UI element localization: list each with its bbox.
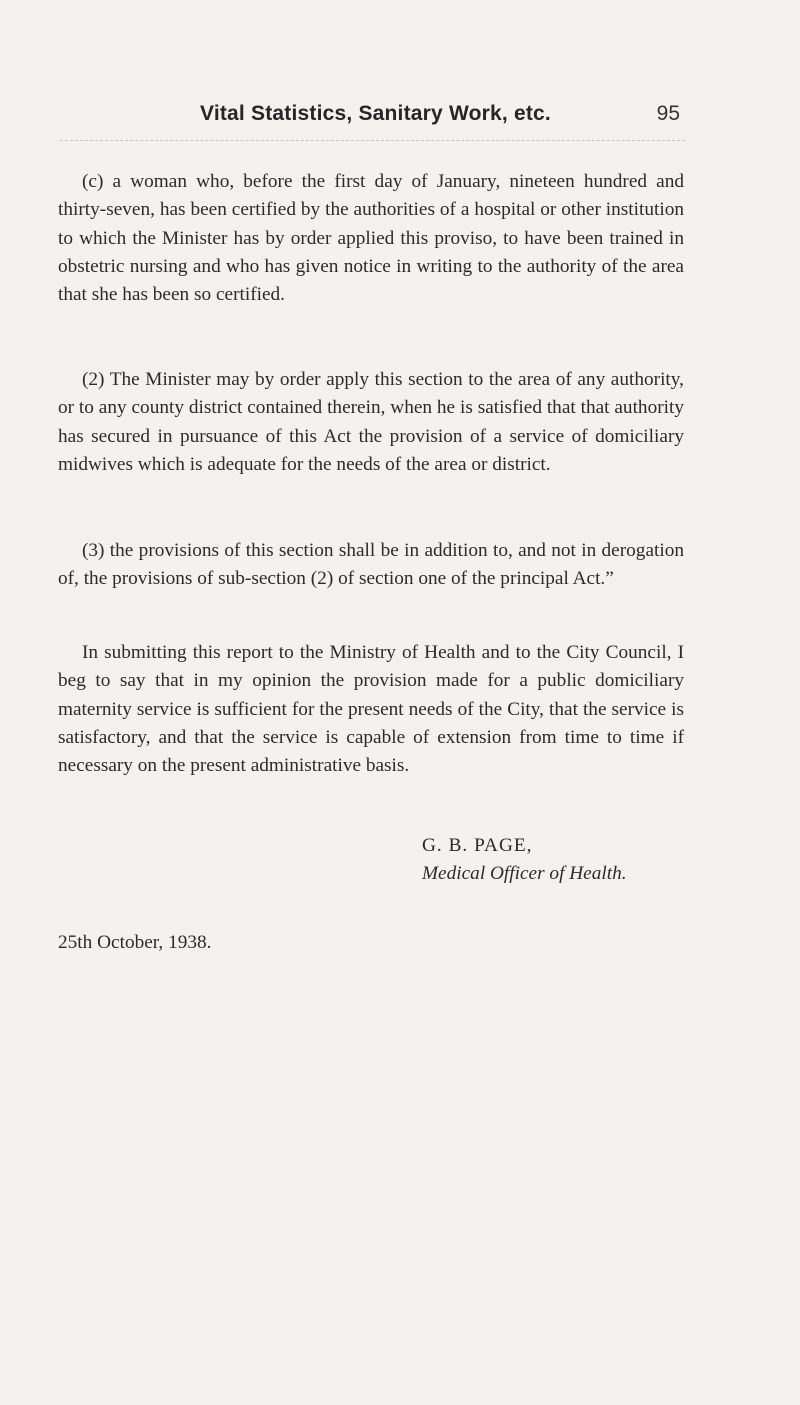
paragraph-2 bbox=[58, 366, 684, 479]
paragraph-c bbox=[58, 168, 684, 309]
closing-paragraph-text: In submitting this report to the Ministry of Health and to the City Council, I beg to say that in my opinion the provision made for a public domiciliary maternity service is sufficient for the present needs of the City, that the service is satisfactory, and that the service is capable of extension from time to time if necessary on the present administrative basis. bbox=[58, 642, 684, 777]
paragraph-2-text: (2) The Minister may by order apply this section to the area of any authority, or to any county district contained therein, when he is satisfied that that authority has secured in pursuance of this Act the provision of a service of domiciliary midwives which is adequate for the needs of the area or district. bbox=[58, 369, 684, 475]
closing-paragraph bbox=[58, 639, 684, 780]
signature-title: Medical Officer of Health. bbox=[422, 863, 627, 884]
paragraph-c-text: (c) a woman who, before the first day of January, nineteen hundred and thirty-seven, has been certified by the authorities of a hospital or other institution to which the Minister has by order applied this proviso, to have been trained in obstetric nursing and who has given notice in writing to the authority of the area that she has been so certified. bbox=[58, 171, 684, 306]
page-header bbox=[200, 96, 680, 136]
page-number: 95 bbox=[656, 102, 680, 125]
running-title: Vital Statistics, Sanitary Work, etc. bbox=[200, 102, 551, 125]
signature-name: G. B. PAGE, bbox=[422, 835, 533, 856]
paragraph-3-text: (3) the provisions of this section shall be in addition to, and not in derogation of, the provisions of sub-section (2) of section one of the principal Act.” bbox=[58, 540, 684, 590]
header-rule bbox=[60, 140, 685, 142]
paragraph-3 bbox=[58, 537, 684, 594]
report-date: 25th October, 1938. bbox=[58, 932, 212, 953]
